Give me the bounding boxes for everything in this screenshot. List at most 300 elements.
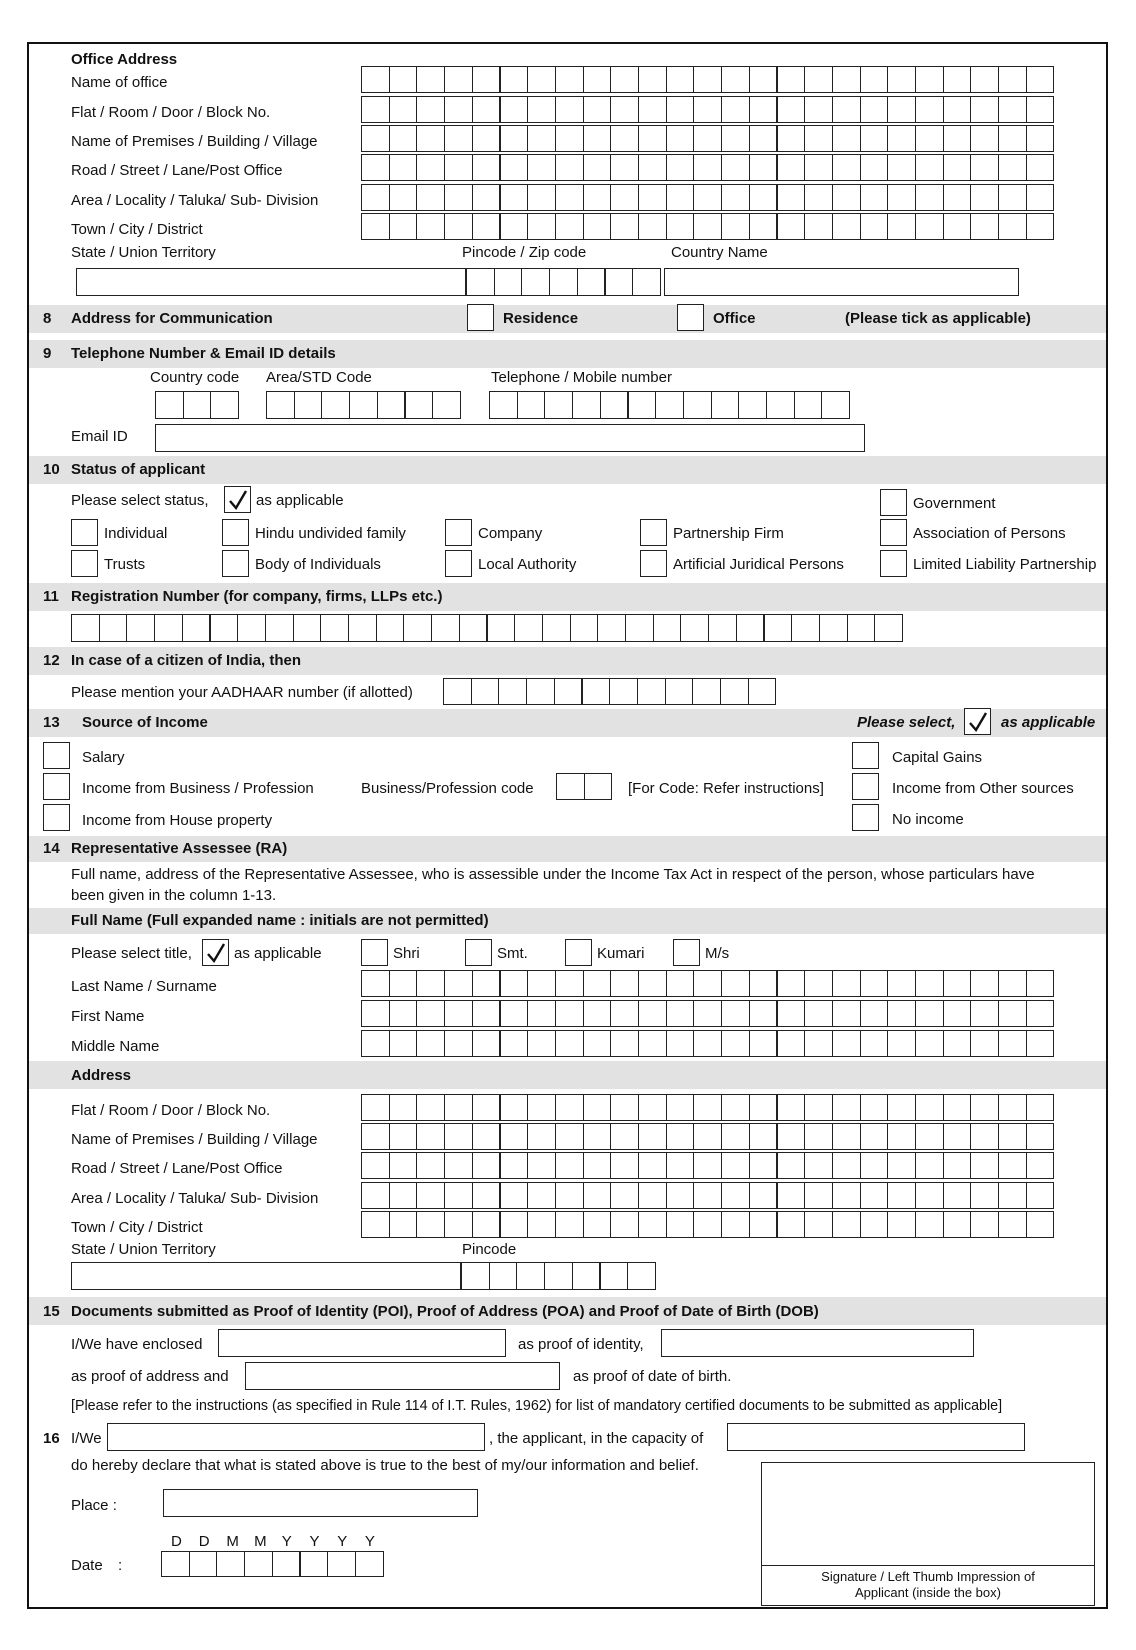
char-cell[interactable] bbox=[416, 1211, 445, 1238]
char-cell[interactable] bbox=[721, 213, 750, 240]
char-cell[interactable] bbox=[1026, 96, 1055, 123]
ra-state-field[interactable] bbox=[71, 1262, 461, 1290]
char-cell[interactable] bbox=[389, 184, 418, 211]
char-cell[interactable] bbox=[970, 1000, 999, 1027]
char-cell[interactable] bbox=[472, 184, 501, 211]
char-cell[interactable] bbox=[583, 125, 612, 152]
title-smt-checkbox[interactable] bbox=[465, 939, 492, 966]
char-cell[interactable] bbox=[1026, 970, 1055, 997]
char-cell[interactable] bbox=[666, 66, 695, 93]
char-cell[interactable] bbox=[915, 184, 944, 211]
char-cell[interactable] bbox=[1026, 154, 1055, 181]
char-cell[interactable] bbox=[361, 1000, 390, 1027]
char-cell[interactable] bbox=[361, 1182, 390, 1209]
char-cell[interactable] bbox=[638, 1152, 667, 1179]
char-cell[interactable] bbox=[860, 970, 889, 997]
char-cell[interactable] bbox=[321, 391, 350, 419]
char-cell[interactable] bbox=[416, 66, 445, 93]
char-cell[interactable] bbox=[555, 1152, 584, 1179]
status-trusts-checkbox[interactable] bbox=[71, 550, 98, 577]
char-cell[interactable] bbox=[517, 391, 546, 419]
char-cell[interactable] bbox=[736, 614, 765, 642]
char-cell[interactable] bbox=[887, 66, 916, 93]
char-cell[interactable] bbox=[389, 970, 418, 997]
char-cell[interactable] bbox=[416, 1152, 445, 1179]
char-cell[interactable] bbox=[610, 1211, 639, 1238]
char-cell[interactable] bbox=[266, 391, 295, 419]
char-cell[interactable] bbox=[683, 391, 712, 419]
char-cell[interactable] bbox=[472, 66, 501, 93]
char-cell[interactable] bbox=[71, 614, 100, 642]
char-cell[interactable] bbox=[943, 1000, 972, 1027]
char-cell[interactable] bbox=[416, 1182, 445, 1209]
char-cell[interactable] bbox=[583, 1211, 612, 1238]
char-cell[interactable] bbox=[627, 1262, 656, 1290]
char-cell[interactable] bbox=[887, 1211, 916, 1238]
char-cell[interactable] bbox=[943, 1030, 972, 1057]
char-cell[interactable] bbox=[943, 970, 972, 997]
char-cell[interactable] bbox=[500, 1094, 529, 1121]
char-cell[interactable] bbox=[915, 1030, 944, 1057]
char-cell[interactable] bbox=[361, 1094, 390, 1121]
char-cell[interactable] bbox=[721, 125, 750, 152]
char-cell[interactable] bbox=[389, 1182, 418, 1209]
char-cell[interactable] bbox=[1026, 1000, 1055, 1027]
char-cell[interactable] bbox=[915, 1211, 944, 1238]
char-cell[interactable] bbox=[605, 268, 634, 296]
char-cell[interactable] bbox=[693, 66, 722, 93]
char-cell[interactable] bbox=[721, 96, 750, 123]
char-cell[interactable] bbox=[666, 1211, 695, 1238]
char-cell[interactable] bbox=[794, 391, 823, 419]
char-cell[interactable] bbox=[416, 154, 445, 181]
char-cell[interactable] bbox=[943, 66, 972, 93]
status-partnership-checkbox[interactable] bbox=[640, 519, 667, 546]
char-cell[interactable] bbox=[500, 970, 529, 997]
char-cell[interactable] bbox=[943, 96, 972, 123]
char-cell[interactable] bbox=[444, 1152, 473, 1179]
status-individual-checkbox[interactable] bbox=[71, 519, 98, 546]
char-cell[interactable] bbox=[804, 1123, 833, 1150]
char-cell[interactable] bbox=[609, 678, 638, 705]
char-cell[interactable] bbox=[887, 213, 916, 240]
char-cell[interactable] bbox=[998, 154, 1027, 181]
char-cell[interactable] bbox=[749, 184, 778, 211]
char-cell[interactable] bbox=[625, 614, 654, 642]
char-cell[interactable] bbox=[416, 184, 445, 211]
status-boi-checkbox[interactable] bbox=[222, 550, 249, 577]
char-cell[interactable] bbox=[693, 154, 722, 181]
char-cell[interactable] bbox=[860, 125, 889, 152]
title-kumari-checkbox[interactable] bbox=[565, 939, 592, 966]
char-cell[interactable] bbox=[444, 184, 473, 211]
char-cell[interactable] bbox=[887, 1182, 916, 1209]
char-cell[interactable] bbox=[389, 125, 418, 152]
char-cell[interactable] bbox=[500, 1211, 529, 1238]
char-cell[interactable] bbox=[416, 1094, 445, 1121]
status-local-authority-checkbox[interactable] bbox=[445, 550, 472, 577]
dob-document-field[interactable] bbox=[245, 1362, 560, 1390]
char-cell[interactable] bbox=[680, 614, 709, 642]
char-cell[interactable] bbox=[416, 213, 445, 240]
office-checkbox[interactable] bbox=[677, 304, 704, 331]
char-cell[interactable] bbox=[749, 1152, 778, 1179]
char-cell[interactable] bbox=[777, 1030, 806, 1057]
char-cell[interactable] bbox=[265, 614, 294, 642]
char-cell[interactable] bbox=[804, 1094, 833, 1121]
char-cell[interactable] bbox=[970, 96, 999, 123]
char-cell[interactable] bbox=[555, 125, 584, 152]
char-cell[interactable] bbox=[666, 1123, 695, 1150]
char-cell[interactable] bbox=[693, 1152, 722, 1179]
char-cell[interactable] bbox=[500, 125, 529, 152]
char-cell[interactable] bbox=[970, 1152, 999, 1179]
char-cell[interactable] bbox=[887, 154, 916, 181]
char-cell[interactable] bbox=[970, 970, 999, 997]
char-cell[interactable] bbox=[498, 678, 527, 705]
char-cell[interactable] bbox=[293, 614, 322, 642]
char-cell[interactable] bbox=[655, 391, 684, 419]
char-cell[interactable] bbox=[860, 96, 889, 123]
char-cell[interactable] bbox=[161, 1551, 190, 1577]
char-cell[interactable] bbox=[874, 614, 903, 642]
char-cell[interactable] bbox=[472, 125, 501, 152]
income-other-checkbox[interactable] bbox=[852, 773, 879, 800]
char-cell[interactable] bbox=[693, 125, 722, 152]
char-cell[interactable] bbox=[777, 184, 806, 211]
char-cell[interactable] bbox=[721, 66, 750, 93]
char-cell[interactable] bbox=[666, 125, 695, 152]
char-cell[interactable] bbox=[389, 66, 418, 93]
char-cell[interactable] bbox=[915, 1000, 944, 1027]
char-cell[interactable] bbox=[572, 391, 601, 419]
char-cell[interactable] bbox=[489, 391, 518, 419]
char-cell[interactable] bbox=[361, 125, 390, 152]
char-cell[interactable] bbox=[542, 614, 571, 642]
char-cell[interactable] bbox=[943, 1123, 972, 1150]
char-cell[interactable] bbox=[555, 970, 584, 997]
char-cell[interactable] bbox=[970, 1123, 999, 1150]
char-cell[interactable] bbox=[832, 1030, 861, 1057]
char-cell[interactable] bbox=[764, 614, 793, 642]
char-cell[interactable] bbox=[272, 1551, 301, 1577]
char-cell[interactable] bbox=[376, 614, 405, 642]
office-country-field[interactable] bbox=[664, 268, 1019, 296]
char-cell[interactable] bbox=[527, 1094, 556, 1121]
char-cell[interactable] bbox=[555, 66, 584, 93]
char-cell[interactable] bbox=[555, 184, 584, 211]
char-cell[interactable] bbox=[693, 184, 722, 211]
char-cell[interactable] bbox=[943, 1211, 972, 1238]
char-cell[interactable] bbox=[666, 1000, 695, 1027]
char-cell[interactable] bbox=[693, 1211, 722, 1238]
char-cell[interactable] bbox=[666, 970, 695, 997]
char-cell[interactable] bbox=[638, 1182, 667, 1209]
char-cell[interactable] bbox=[389, 1000, 418, 1027]
char-cell[interactable] bbox=[472, 1000, 501, 1027]
char-cell[interactable] bbox=[943, 1182, 972, 1209]
char-cell[interactable] bbox=[666, 213, 695, 240]
char-cell[interactable] bbox=[500, 66, 529, 93]
char-cell[interactable] bbox=[527, 96, 556, 123]
char-cell[interactable] bbox=[777, 1211, 806, 1238]
char-cell[interactable] bbox=[583, 213, 612, 240]
char-cell[interactable] bbox=[998, 1211, 1027, 1238]
char-cell[interactable] bbox=[638, 96, 667, 123]
char-cell[interactable] bbox=[860, 1152, 889, 1179]
char-cell[interactable] bbox=[444, 1000, 473, 1027]
char-cell[interactable] bbox=[210, 391, 239, 419]
char-cell[interactable] bbox=[361, 1211, 390, 1238]
char-cell[interactable] bbox=[500, 96, 529, 123]
char-cell[interactable] bbox=[720, 678, 749, 705]
char-cell[interactable] bbox=[832, 1182, 861, 1209]
char-cell[interactable] bbox=[472, 970, 501, 997]
income-none-checkbox[interactable] bbox=[852, 804, 879, 831]
char-cell[interactable] bbox=[887, 125, 916, 152]
char-cell[interactable] bbox=[804, 184, 833, 211]
char-cell[interactable] bbox=[628, 391, 657, 419]
char-cell[interactable] bbox=[632, 268, 661, 296]
char-cell[interactable] bbox=[804, 213, 833, 240]
char-cell[interactable] bbox=[403, 614, 432, 642]
char-cell[interactable] bbox=[638, 213, 667, 240]
char-cell[interactable] bbox=[860, 184, 889, 211]
char-cell[interactable] bbox=[970, 1182, 999, 1209]
char-cell[interactable] bbox=[666, 1094, 695, 1121]
char-cell[interactable] bbox=[500, 1000, 529, 1027]
char-cell[interactable] bbox=[349, 391, 378, 419]
income-capital-checkbox[interactable] bbox=[852, 742, 879, 769]
char-cell[interactable] bbox=[887, 96, 916, 123]
char-cell[interactable] bbox=[444, 1030, 473, 1057]
char-cell[interactable] bbox=[300, 1551, 329, 1577]
char-cell[interactable] bbox=[570, 614, 599, 642]
income-house-checkbox[interactable] bbox=[43, 804, 70, 831]
char-cell[interactable] bbox=[361, 1152, 390, 1179]
char-cell[interactable] bbox=[489, 1262, 518, 1290]
char-cell[interactable] bbox=[361, 66, 390, 93]
char-cell[interactable] bbox=[998, 184, 1027, 211]
char-cell[interactable] bbox=[1026, 66, 1055, 93]
char-cell[interactable] bbox=[692, 678, 721, 705]
char-cell[interactable] bbox=[637, 678, 666, 705]
char-cell[interactable] bbox=[998, 213, 1027, 240]
char-cell[interactable] bbox=[638, 1094, 667, 1121]
char-cell[interactable] bbox=[99, 614, 128, 642]
char-cell[interactable] bbox=[998, 1152, 1027, 1179]
char-cell[interactable] bbox=[521, 268, 550, 296]
char-cell[interactable] bbox=[804, 1030, 833, 1057]
char-cell[interactable] bbox=[887, 1030, 916, 1057]
char-cell[interactable] bbox=[583, 184, 612, 211]
char-cell[interactable] bbox=[832, 154, 861, 181]
char-cell[interactable] bbox=[638, 1000, 667, 1027]
char-cell[interactable] bbox=[749, 154, 778, 181]
char-cell[interactable] bbox=[970, 1211, 999, 1238]
char-cell[interactable] bbox=[777, 1123, 806, 1150]
char-cell[interactable] bbox=[320, 614, 349, 642]
char-cell[interactable] bbox=[777, 125, 806, 152]
char-cell[interactable] bbox=[610, 970, 639, 997]
status-government-checkbox[interactable] bbox=[880, 489, 907, 516]
char-cell[interactable] bbox=[527, 1123, 556, 1150]
char-cell[interactable] bbox=[832, 96, 861, 123]
char-cell[interactable] bbox=[653, 614, 682, 642]
char-cell[interactable] bbox=[693, 1030, 722, 1057]
char-cell[interactable] bbox=[832, 1152, 861, 1179]
char-cell[interactable] bbox=[183, 391, 212, 419]
char-cell[interactable] bbox=[943, 184, 972, 211]
char-cell[interactable] bbox=[527, 184, 556, 211]
char-cell[interactable] bbox=[389, 96, 418, 123]
income-business-checkbox[interactable] bbox=[43, 773, 70, 800]
status-llp-checkbox[interactable] bbox=[880, 550, 907, 577]
char-cell[interactable] bbox=[777, 1182, 806, 1209]
char-cell[interactable] bbox=[1026, 184, 1055, 211]
char-cell[interactable] bbox=[516, 1262, 545, 1290]
char-cell[interactable] bbox=[500, 1123, 529, 1150]
status-huf-checkbox[interactable] bbox=[222, 519, 249, 546]
poi-document-field[interactable] bbox=[218, 1329, 506, 1357]
char-cell[interactable] bbox=[915, 96, 944, 123]
char-cell[interactable] bbox=[444, 1123, 473, 1150]
char-cell[interactable] bbox=[389, 1152, 418, 1179]
char-cell[interactable] bbox=[998, 1182, 1027, 1209]
char-cell[interactable] bbox=[721, 1000, 750, 1027]
char-cell[interactable] bbox=[777, 96, 806, 123]
char-cell[interactable] bbox=[693, 970, 722, 997]
char-cell[interactable] bbox=[791, 614, 820, 642]
char-cell[interactable] bbox=[721, 1123, 750, 1150]
char-cell[interactable] bbox=[555, 1182, 584, 1209]
char-cell[interactable] bbox=[749, 96, 778, 123]
char-cell[interactable] bbox=[361, 96, 390, 123]
char-cell[interactable] bbox=[887, 970, 916, 997]
char-cell[interactable] bbox=[361, 154, 390, 181]
char-cell[interactable] bbox=[583, 1123, 612, 1150]
char-cell[interactable] bbox=[527, 66, 556, 93]
char-cell[interactable] bbox=[915, 1182, 944, 1209]
char-cell[interactable] bbox=[361, 1030, 390, 1057]
char-cell[interactable] bbox=[444, 125, 473, 152]
char-cell[interactable] bbox=[860, 1182, 889, 1209]
char-cell[interactable] bbox=[693, 1094, 722, 1121]
char-cell[interactable] bbox=[666, 96, 695, 123]
char-cell[interactable] bbox=[500, 1152, 529, 1179]
char-cell[interactable] bbox=[527, 213, 556, 240]
char-cell[interactable] bbox=[610, 1152, 639, 1179]
char-cell[interactable] bbox=[527, 154, 556, 181]
char-cell[interactable] bbox=[405, 391, 434, 419]
char-cell[interactable] bbox=[500, 1182, 529, 1209]
char-cell[interactable] bbox=[327, 1551, 356, 1577]
char-cell[interactable] bbox=[721, 1094, 750, 1121]
char-cell[interactable] bbox=[459, 614, 488, 642]
char-cell[interactable] bbox=[804, 1000, 833, 1027]
char-cell[interactable] bbox=[610, 154, 639, 181]
char-cell[interactable] bbox=[749, 1182, 778, 1209]
char-cell[interactable] bbox=[431, 614, 460, 642]
char-cell[interactable] bbox=[472, 1094, 501, 1121]
office-state-field[interactable] bbox=[76, 268, 466, 296]
char-cell[interactable] bbox=[721, 970, 750, 997]
char-cell[interactable] bbox=[189, 1551, 218, 1577]
char-cell[interactable] bbox=[970, 1030, 999, 1057]
char-cell[interactable] bbox=[804, 96, 833, 123]
char-cell[interactable] bbox=[887, 1152, 916, 1179]
char-cell[interactable] bbox=[389, 1094, 418, 1121]
char-cell[interactable] bbox=[777, 1000, 806, 1027]
char-cell[interactable] bbox=[970, 154, 999, 181]
char-cell[interactable] bbox=[583, 970, 612, 997]
char-cell[interactable] bbox=[216, 1551, 245, 1577]
char-cell[interactable] bbox=[804, 1152, 833, 1179]
char-cell[interactable] bbox=[389, 1030, 418, 1057]
char-cell[interactable] bbox=[1026, 213, 1055, 240]
char-cell[interactable] bbox=[915, 970, 944, 997]
char-cell[interactable] bbox=[555, 1000, 584, 1027]
char-cell[interactable] bbox=[749, 125, 778, 152]
char-cell[interactable] bbox=[970, 213, 999, 240]
char-cell[interactable] bbox=[237, 614, 266, 642]
char-cell[interactable] bbox=[416, 125, 445, 152]
char-cell[interactable] bbox=[832, 184, 861, 211]
char-cell[interactable] bbox=[416, 96, 445, 123]
char-cell[interactable] bbox=[610, 1182, 639, 1209]
char-cell[interactable] bbox=[444, 970, 473, 997]
char-cell[interactable] bbox=[915, 1123, 944, 1150]
char-cell[interactable] bbox=[555, 1123, 584, 1150]
char-cell[interactable] bbox=[970, 66, 999, 93]
char-cell[interactable] bbox=[600, 391, 629, 419]
char-cell[interactable] bbox=[804, 154, 833, 181]
char-cell[interactable] bbox=[472, 1123, 501, 1150]
char-cell[interactable] bbox=[610, 66, 639, 93]
char-cell[interactable] bbox=[887, 1000, 916, 1027]
char-cell[interactable] bbox=[444, 96, 473, 123]
char-cell[interactable] bbox=[1026, 1123, 1055, 1150]
char-cell[interactable] bbox=[597, 614, 626, 642]
char-cell[interactable] bbox=[638, 66, 667, 93]
char-cell[interactable] bbox=[527, 125, 556, 152]
char-cell[interactable] bbox=[154, 614, 183, 642]
char-cell[interactable] bbox=[610, 1123, 639, 1150]
place-field[interactable] bbox=[163, 1489, 478, 1517]
char-cell[interactable] bbox=[527, 1030, 556, 1057]
char-cell[interactable] bbox=[915, 154, 944, 181]
char-cell[interactable] bbox=[500, 184, 529, 211]
residence-checkbox[interactable] bbox=[467, 304, 494, 331]
char-cell[interactable] bbox=[555, 1030, 584, 1057]
char-cell[interactable] bbox=[860, 1030, 889, 1057]
char-cell[interactable] bbox=[389, 1123, 418, 1150]
char-cell[interactable] bbox=[804, 1182, 833, 1209]
char-cell[interactable] bbox=[549, 268, 578, 296]
char-cell[interactable] bbox=[943, 154, 972, 181]
char-cell[interactable] bbox=[472, 96, 501, 123]
char-cell[interactable] bbox=[389, 213, 418, 240]
char-cell[interactable] bbox=[887, 1094, 916, 1121]
char-cell[interactable] bbox=[361, 184, 390, 211]
char-cell[interactable] bbox=[693, 96, 722, 123]
char-cell[interactable] bbox=[126, 614, 155, 642]
char-cell[interactable] bbox=[638, 154, 667, 181]
char-cell[interactable] bbox=[749, 1000, 778, 1027]
char-cell[interactable] bbox=[711, 391, 740, 419]
char-cell[interactable] bbox=[526, 678, 555, 705]
email-field[interactable] bbox=[155, 424, 865, 452]
